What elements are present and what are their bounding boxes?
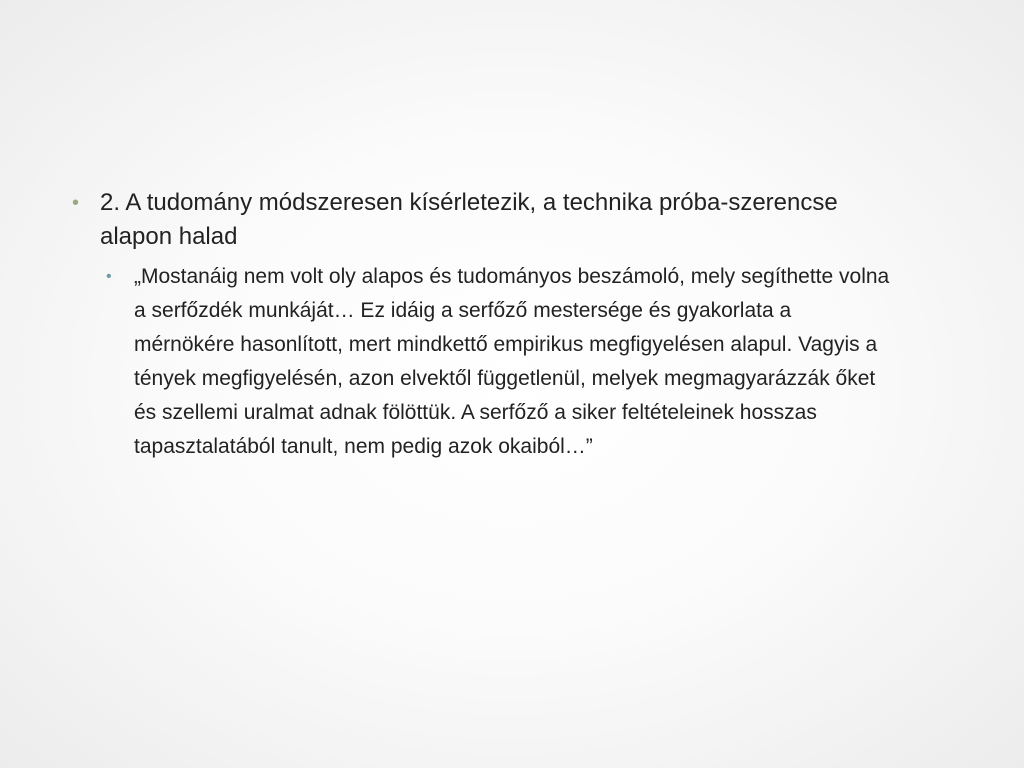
bullet-list — [72, 186, 892, 464]
bullet-item — [72, 186, 892, 464]
sub-bullet-dot-icon: • — [106, 268, 112, 285]
bullet-text: 2. A tudomány módszeresen kísérletezik, a technika próba-szerencse alapon halad — [100, 189, 838, 250]
quote-text: „Mostanáig nem volt oly alapos és tudományos beszámoló, mely segíthette volna a serfőzdék munkáját… Ez idáig a serfőző mestersége és gyakorlata a mérnökére hasonlított, mert mindkettő empirikus megfigyelésen alapul. Vagyis a tények megfigyelésén, azon elvektől függetlenül, melyek megmagyarázzák őket és szellemi uralmat adnak fölöttük. A serfőző a siker feltételeinek hosszas tapasztalatából tanult, nem pedig azok okaiból…” — [134, 265, 890, 458]
slide-content — [72, 186, 892, 464]
sub-bullet-list — [100, 260, 892, 464]
sub-bullet-item — [100, 260, 894, 464]
bullet-dot-icon: • — [72, 192, 80, 214]
